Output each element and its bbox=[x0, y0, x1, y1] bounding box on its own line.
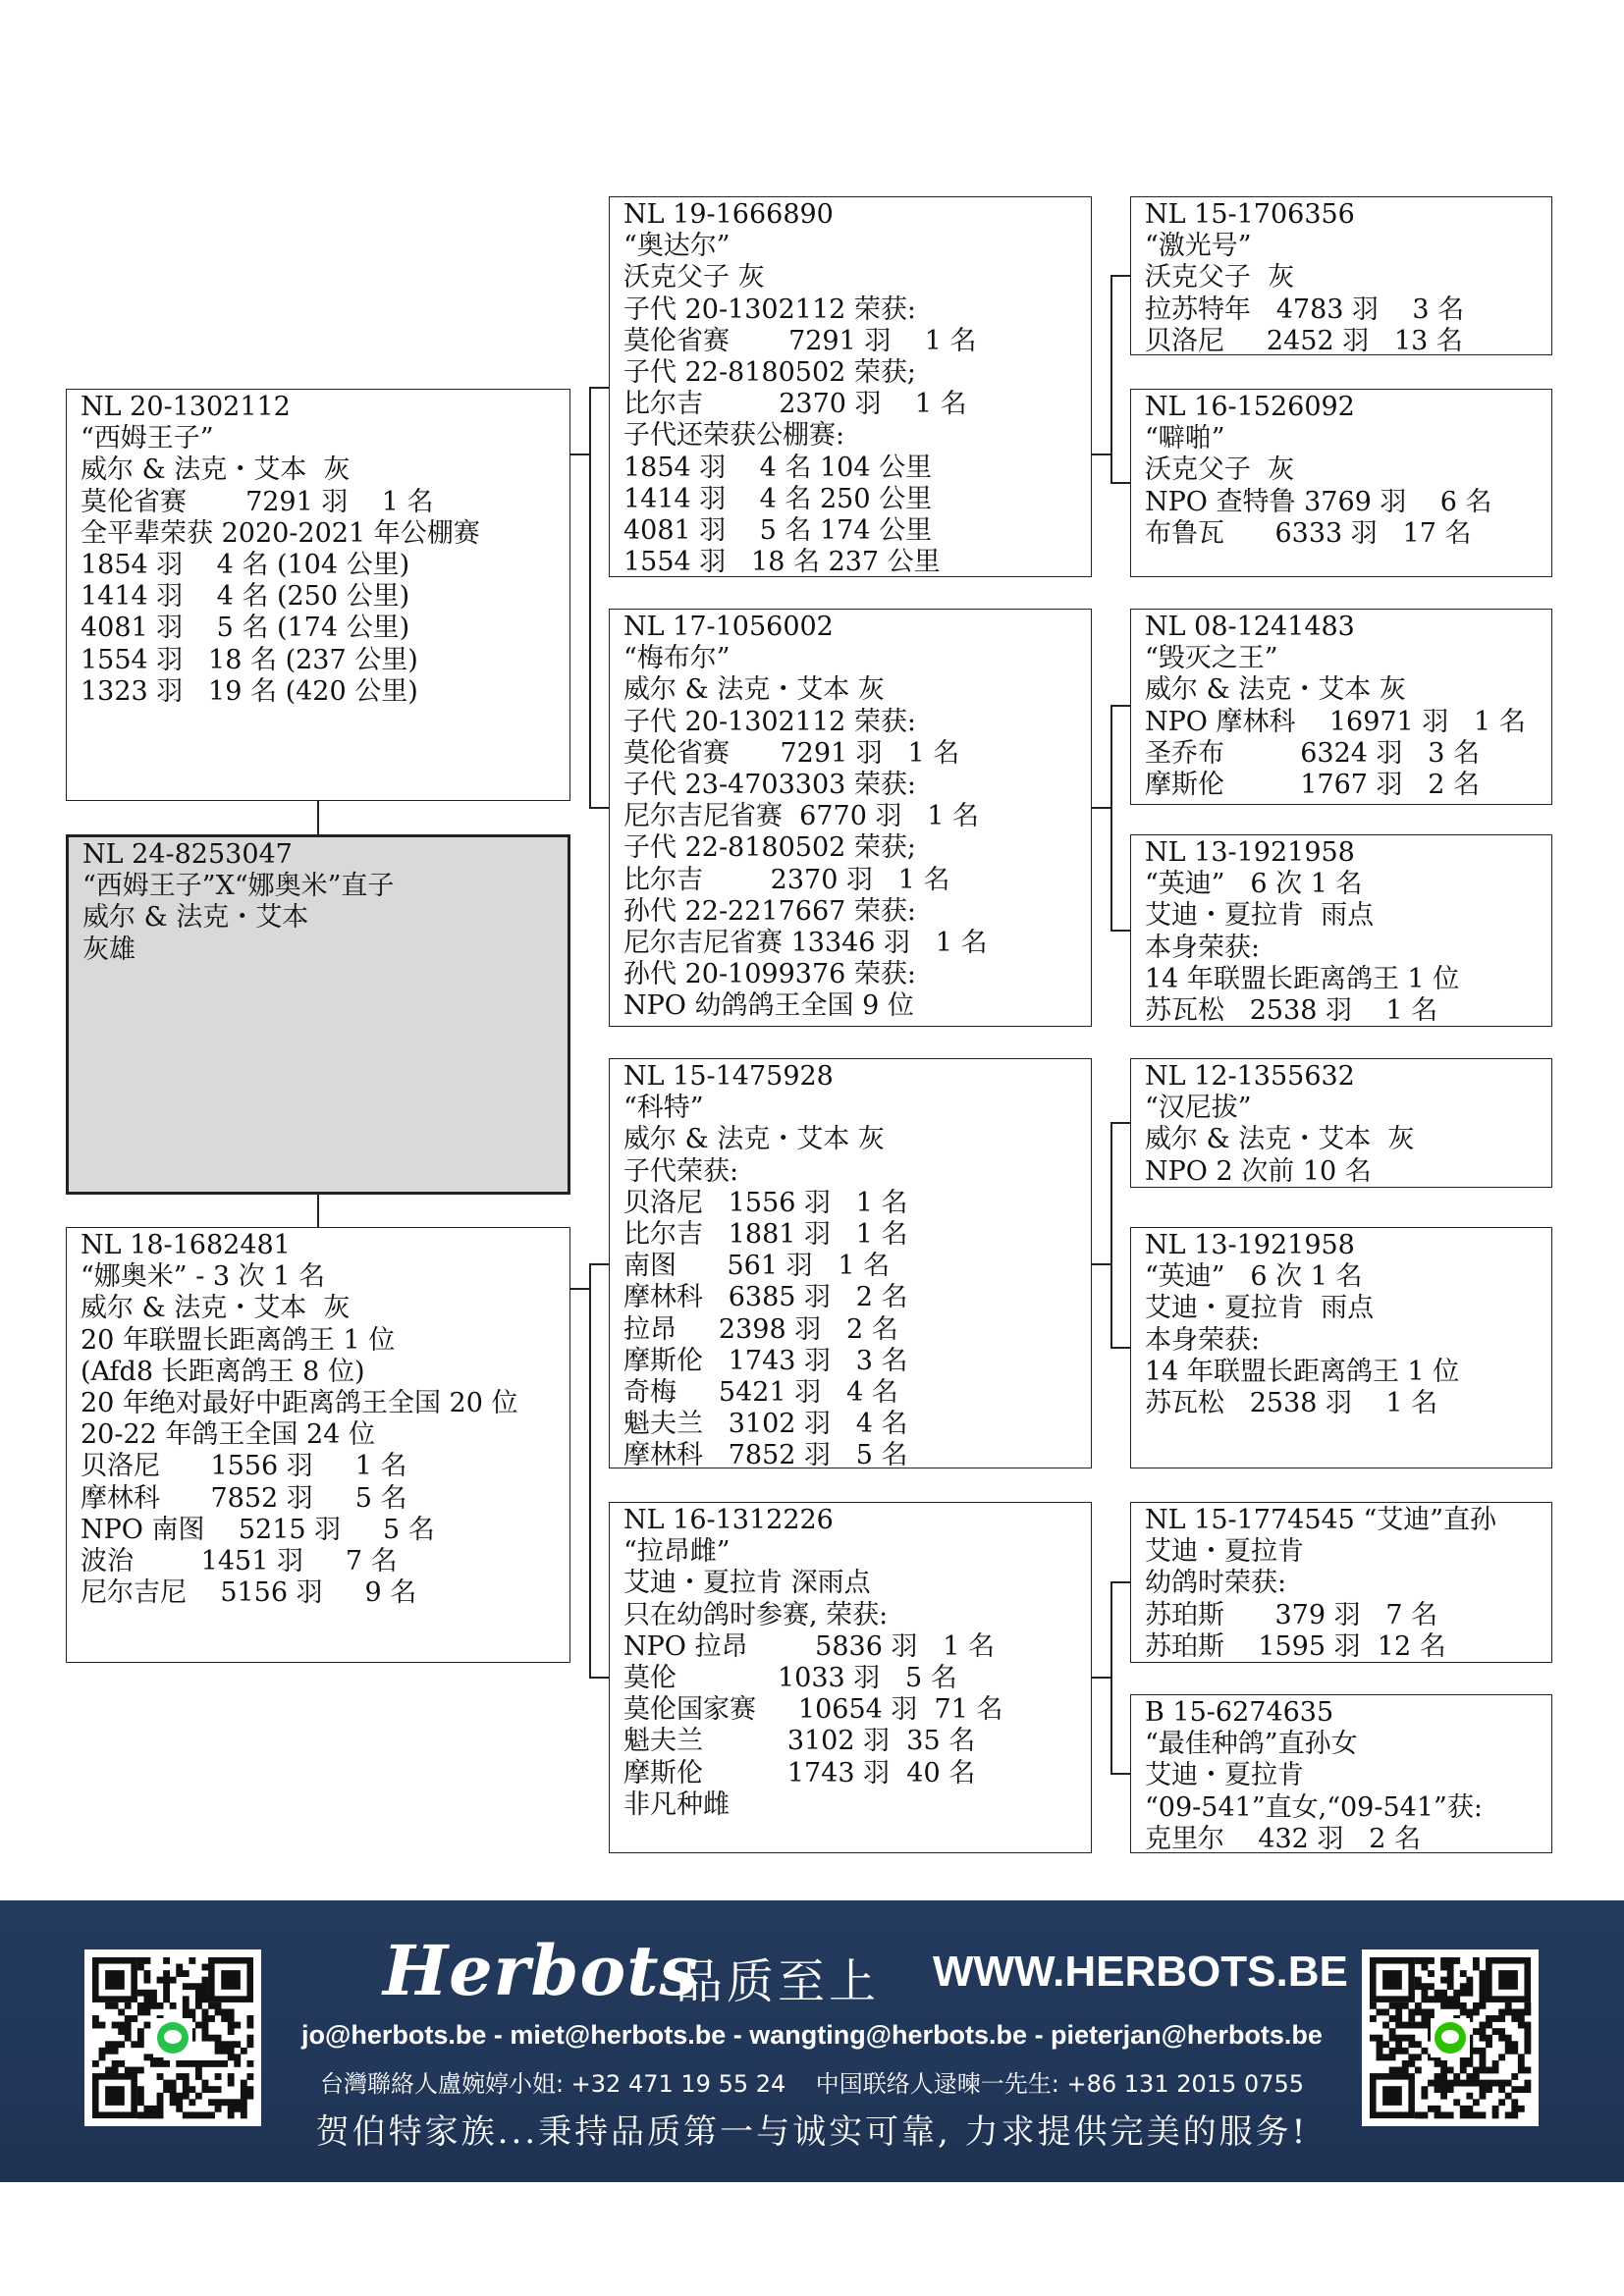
sds-line: 圣乔布 6324 羽 3 名 bbox=[1145, 737, 1481, 769]
sd-line: “梅布尔” bbox=[623, 643, 731, 674]
connector-line bbox=[1110, 1347, 1130, 1349]
dam-line: 贝洛尼 1556 羽 1 名 bbox=[81, 1451, 407, 1482]
ss-line: 1854 羽 4 名 104 公里 bbox=[623, 452, 933, 483]
dds-line: NL 15-1774545 “艾迪”直孙 bbox=[1145, 1505, 1497, 1535]
ds-line: 拉昂 2398 羽 2 名 bbox=[623, 1313, 898, 1345]
ss-line: 1554 羽 18 名 237 公里 bbox=[623, 547, 941, 578]
ss-line: 子代还荣获公棚赛: bbox=[623, 420, 845, 452]
subject-line: NL 24-8253047 bbox=[82, 839, 293, 870]
dds-line: 艾迪・夏拉肯 bbox=[1145, 1536, 1304, 1568]
dss-line: NPO 2 次前 10 名 bbox=[1145, 1155, 1372, 1187]
ds-line: 摩林科 6385 羽 2 名 bbox=[623, 1282, 908, 1313]
sdd-line: 本身荣获: bbox=[1145, 932, 1261, 963]
connector-line bbox=[1092, 1263, 1111, 1265]
connector-line bbox=[1110, 1581, 1112, 1774]
connector-line bbox=[589, 1263, 609, 1265]
connector-line bbox=[570, 1288, 590, 1290]
sd-line: 子代 23-4703303 荣获: bbox=[623, 770, 916, 801]
dd-line: 莫伦国家赛 10654 羽 71 名 bbox=[623, 1694, 1003, 1726]
dam-line: 20 年联盟长距离鸽王 1 位 bbox=[81, 1324, 396, 1356]
ds-line: “科特” bbox=[623, 1093, 704, 1124]
dds-line: 苏珀斯 1595 羽 12 名 bbox=[1145, 1630, 1446, 1662]
connector-line bbox=[589, 387, 609, 389]
sdd-line: 14 年联盟长距离鸽王 1 位 bbox=[1145, 963, 1460, 994]
sd-line: 子代 20-1302112 荣获: bbox=[623, 706, 916, 737]
brand-row bbox=[383, 1930, 1348, 2011]
connector-line bbox=[1110, 1581, 1130, 1583]
dss-line: NL 12-1355632 bbox=[1145, 1061, 1355, 1092]
sire-line: 1323 羽 19 名 (420 公里) bbox=[81, 675, 418, 707]
connector-line bbox=[317, 801, 319, 834]
dds-line: 苏珀斯 379 羽 7 名 bbox=[1145, 1599, 1438, 1630]
sdd-line: NL 13-1921958 bbox=[1145, 837, 1355, 868]
sd-sire-box bbox=[1130, 609, 1552, 805]
dam-line: 波治 1451 羽 7 名 bbox=[81, 1546, 398, 1577]
sire-line: 威尔 & 法克・艾本 灰 bbox=[81, 454, 351, 486]
dam-line: “娜奥米” - 3 次 1 名 bbox=[81, 1261, 325, 1293]
footer-banner bbox=[0, 1900, 1624, 2182]
dam-line: 摩林科 7852 羽 5 名 bbox=[81, 1482, 407, 1514]
subject-line: 威尔 & 法克・艾本 bbox=[82, 902, 309, 934]
dam-line: 20-22 年鸽王全国 24 位 bbox=[81, 1419, 375, 1451]
line-chat-icon bbox=[84, 1949, 261, 2126]
ds-line: 比尔吉 1881 羽 1 名 bbox=[623, 1219, 908, 1251]
dd-line: 非凡种雌 bbox=[623, 1789, 730, 1820]
website-link[interactable]: WWW.HERBOTS.BE bbox=[933, 1948, 1348, 1996]
dss-line: “汉尼拔” bbox=[1145, 1093, 1252, 1124]
ssd-line: “噼啪” bbox=[1145, 423, 1225, 454]
connector-line bbox=[1110, 705, 1130, 707]
sire-line: 1554 羽 18 名 (237 公里) bbox=[81, 644, 418, 675]
ssd-line: NPO 查特鲁 3769 羽 6 名 bbox=[1145, 486, 1492, 517]
sd-line: 莫伦省赛 7291 羽 1 名 bbox=[623, 737, 960, 769]
connector-line bbox=[1110, 275, 1112, 483]
ssd-line: 布鲁瓦 6333 羽 17 名 bbox=[1145, 517, 1472, 549]
ds-line: 魁夫兰 3102 羽 4 名 bbox=[623, 1409, 908, 1440]
brand-slogan: 品质至上 bbox=[676, 1954, 881, 2009]
connector-line bbox=[1092, 1677, 1111, 1679]
footer-tagline: 贺伯特家族...秉持品质第一与诚实可靠, 力求提供完美的服务! bbox=[315, 2112, 1309, 2152]
sd-line: NPO 幼鸽鸽王全国 9 位 bbox=[623, 990, 914, 1022]
sd-line: 尼尔吉尼省赛 6770 羽 1 名 bbox=[623, 801, 979, 832]
connector-line bbox=[589, 1677, 609, 1679]
sire-sire-box bbox=[609, 196, 1092, 577]
dd-line: 只在幼鸽时参赛, 荣获: bbox=[623, 1599, 889, 1630]
dam-line: 威尔 & 法克・艾本 灰 bbox=[81, 1293, 351, 1324]
ss-sire-box bbox=[1130, 196, 1552, 355]
connector-line bbox=[1110, 482, 1130, 484]
sire-line: NL 20-1302112 bbox=[81, 392, 291, 422]
ss-line: “奥达尔” bbox=[623, 231, 731, 262]
connector-line bbox=[589, 807, 609, 809]
dd-dam-box bbox=[1130, 1694, 1552, 1853]
ds-sire-box bbox=[1130, 1058, 1552, 1188]
sire-dam-box bbox=[609, 609, 1092, 1027]
ss-line: 沃克父子 灰 bbox=[623, 262, 765, 294]
sire-line: “西姆王子” bbox=[81, 423, 214, 454]
email-list[interactable]: jo@herbots.be - miet@herbots.be - wangting@herbots.be - pieterjan@herbots.be bbox=[301, 2020, 1323, 2050]
ds-line: 威尔 & 法克・艾本 灰 bbox=[623, 1124, 885, 1155]
ss-line: 4081 羽 5 名 174 公里 bbox=[623, 515, 933, 547]
connector-line bbox=[570, 454, 590, 455]
sdd-line: 艾迪・夏拉肯 雨点 bbox=[1145, 900, 1375, 932]
dam-dam-box bbox=[609, 1502, 1092, 1853]
sd-line: 孙代 20-1099376 荣获: bbox=[623, 959, 916, 990]
sire-line: 全平辈荣获 2020-2021 年公棚赛 bbox=[81, 517, 480, 549]
ds-line: 南图 561 羽 1 名 bbox=[623, 1251, 891, 1282]
connector-line bbox=[589, 387, 591, 808]
dsd-line: 苏瓦松 2538 羽 1 名 bbox=[1145, 1388, 1438, 1419]
connector-line bbox=[589, 1263, 591, 1678]
dd-line: 艾迪・夏拉肯 深雨点 bbox=[623, 1568, 871, 1599]
ddd-line: 艾迪・夏拉肯 bbox=[1145, 1760, 1304, 1791]
ss-dam-box bbox=[1130, 389, 1552, 577]
ss-line: 比尔吉 2370 羽 1 名 bbox=[623, 389, 967, 420]
sdd-line: 苏瓦松 2538 羽 1 名 bbox=[1145, 995, 1438, 1027]
dam-line: 20 年绝对最好中距离鸽王全国 20 位 bbox=[81, 1388, 518, 1419]
dam-line: (Afd8 长距离鸽王 8 位) bbox=[81, 1356, 365, 1387]
ss-line: 子代 22-8180502 荣获; bbox=[623, 357, 916, 389]
ssd-line: 沃克父子 灰 bbox=[1145, 454, 1295, 486]
ddd-line: “最佳种鸽”直孙女 bbox=[1145, 1729, 1358, 1760]
dsd-line: 本身荣获: bbox=[1145, 1324, 1261, 1356]
ss-line: 子代 20-1302112 荣获: bbox=[623, 294, 916, 325]
sd-line: 孙代 22-2217667 荣获: bbox=[623, 895, 916, 927]
ss-line: 莫伦省赛 7291 羽 1 名 bbox=[623, 325, 977, 356]
ds-line: 奇梅 5421 羽 4 名 bbox=[623, 1377, 898, 1409]
dd-line: 魁夫兰 3102 羽 35 名 bbox=[623, 1726, 976, 1757]
dss-line: 威尔 & 法克・艾本 灰 bbox=[1145, 1124, 1415, 1155]
ds-line: 摩斯伦 1743 羽 3 名 bbox=[623, 1345, 908, 1376]
connector-line bbox=[1092, 454, 1111, 455]
sd-line: NL 17-1056002 bbox=[623, 612, 834, 642]
connector-line bbox=[1110, 930, 1130, 932]
dam-box bbox=[66, 1227, 570, 1663]
subject-bird-box bbox=[66, 834, 570, 1195]
connector-line bbox=[1110, 1773, 1130, 1775]
wechat-icon bbox=[1362, 1949, 1539, 2126]
connector-line bbox=[1110, 705, 1112, 931]
connector-line bbox=[1092, 807, 1111, 809]
ddd-line: 克里尔 432 羽 2 名 bbox=[1145, 1823, 1421, 1854]
dd-line: “拉昂雌” bbox=[623, 1536, 731, 1568]
sd-line: 尼尔吉尼省赛 13346 羽 1 名 bbox=[623, 928, 988, 959]
dd-line: 摩斯伦 1743 羽 40 名 bbox=[623, 1757, 976, 1789]
ds-line: NL 15-1475928 bbox=[623, 1061, 834, 1092]
sss-line: 贝洛尼 2452 羽 13 名 bbox=[1145, 325, 1463, 356]
dd-sire-box bbox=[1130, 1502, 1552, 1663]
herbots-logo: Herbots bbox=[383, 1930, 699, 2011]
sd-line: 威尔 & 法克・艾本 灰 bbox=[623, 674, 885, 706]
sire-line: 1414 羽 4 名 (250 公里) bbox=[81, 581, 410, 613]
connector-line bbox=[1110, 1122, 1130, 1124]
dam-line: NPO 南图 5215 羽 5 名 bbox=[81, 1514, 435, 1545]
sds-line: 摩斯伦 1767 羽 2 名 bbox=[1145, 770, 1481, 801]
dd-line: 莫伦 1033 羽 5 名 bbox=[623, 1663, 957, 1694]
subject-line: 灰雄 bbox=[82, 934, 135, 965]
connector-line bbox=[1110, 275, 1130, 277]
line-qr-code[interactable] bbox=[84, 1949, 261, 2126]
dsd-line: “英迪” 6 次 1 名 bbox=[1145, 1261, 1363, 1293]
dsd-line: 艾迪・夏拉肯 雨点 bbox=[1145, 1293, 1375, 1324]
ds-line: 摩林科 7852 羽 5 名 bbox=[623, 1440, 908, 1471]
dd-line: NPO 拉昂 5836 羽 1 名 bbox=[623, 1630, 995, 1662]
connector-line bbox=[1110, 1122, 1112, 1348]
ddd-line: “09-541”直女,“09-541”获: bbox=[1145, 1791, 1483, 1823]
sds-line: NPO 摩林科 16971 羽 1 名 bbox=[1145, 706, 1526, 737]
dam-sire-box bbox=[609, 1058, 1092, 1471]
dsd-line: 14 年联盟长距离鸽王 1 位 bbox=[1145, 1356, 1460, 1387]
sire-line: 莫伦省赛 7291 羽 1 名 bbox=[81, 486, 434, 517]
dds-line: 幼鸽时荣获: bbox=[1145, 1568, 1287, 1599]
sire-box bbox=[66, 389, 570, 801]
ddd-line: B 15-6274635 bbox=[1145, 1697, 1334, 1728]
sd-line: 子代 22-8180502 荣获; bbox=[623, 832, 916, 864]
ds-line: 子代荣获: bbox=[623, 1155, 739, 1187]
connector-line bbox=[317, 1195, 319, 1227]
ssd-line: NL 16-1526092 bbox=[1145, 392, 1355, 422]
dam-line: NL 18-1682481 bbox=[81, 1230, 291, 1260]
sdd-line: “英迪” 6 次 1 名 bbox=[1145, 869, 1363, 900]
ds-dam-box bbox=[1130, 1227, 1552, 1468]
sd-line: 比尔吉 2370 羽 1 名 bbox=[623, 864, 950, 895]
sss-line: “激光号” bbox=[1145, 231, 1252, 262]
wechat-qr-code[interactable] bbox=[1362, 1949, 1539, 2126]
dsd-line: NL 13-1921958 bbox=[1145, 1230, 1355, 1260]
sd-dam-box bbox=[1130, 834, 1552, 1027]
subject-line: “西姆王子”X“娜奥米”直子 bbox=[82, 871, 395, 902]
sss-line: NL 15-1706356 bbox=[1145, 199, 1355, 230]
sire-line: 1854 羽 4 名 (104 公里) bbox=[81, 550, 410, 581]
sire-line: 4081 羽 5 名 (174 公里) bbox=[81, 613, 410, 644]
sss-line: 拉苏特年 4783 羽 3 名 bbox=[1145, 294, 1465, 325]
dd-line: NL 16-1312226 bbox=[623, 1505, 834, 1535]
sds-line: 威尔 & 法克・艾本 灰 bbox=[1145, 674, 1406, 706]
contact-phones: 台灣聯絡人盧婉婷小姐: +32 471 19 55 24 中国联络人逯暕一先生: +86 131 2015 0755 bbox=[319, 2070, 1305, 2098]
ds-line: 贝洛尼 1556 羽 1 名 bbox=[623, 1187, 908, 1218]
ss-line: NL 19-1666890 bbox=[623, 199, 834, 230]
sds-line: “毁灭之王” bbox=[1145, 643, 1278, 674]
sss-line: 沃克父子 灰 bbox=[1145, 262, 1295, 294]
dam-line: 尼尔吉尼 5156 羽 9 名 bbox=[81, 1577, 417, 1609]
ss-line: 1414 羽 4 名 250 公里 bbox=[623, 483, 933, 514]
sds-line: NL 08-1241483 bbox=[1145, 612, 1355, 642]
